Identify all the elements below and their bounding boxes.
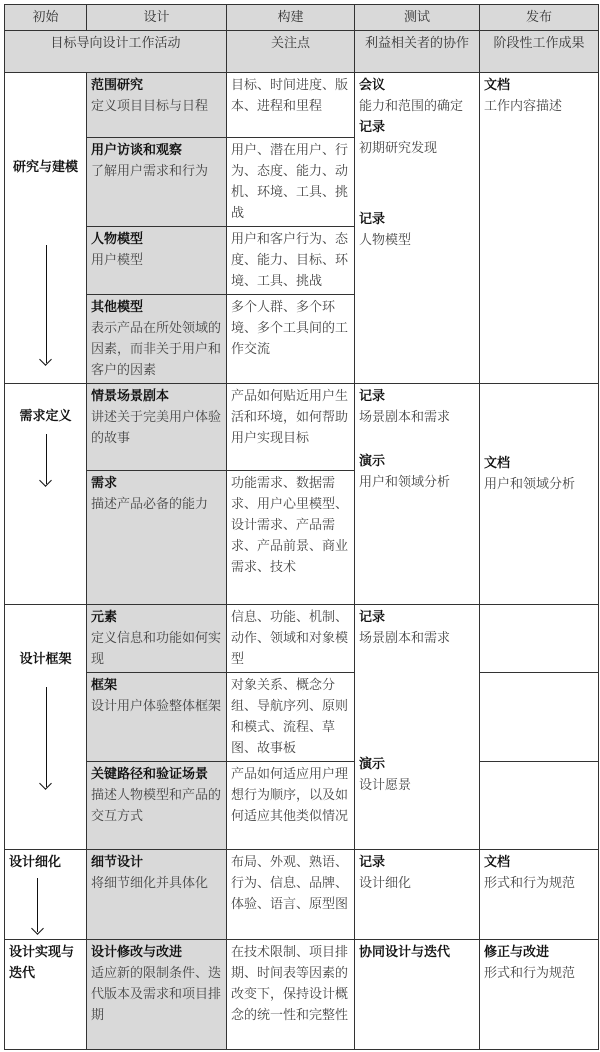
activity-title: 框架 [91,678,118,693]
deliverable-text: 工作内容描述 [484,99,563,114]
activity-desc: 表示产品在所处领域的因素，而非关于用户和客户的因素 [91,321,222,378]
table-row [5,850,599,940]
focus-cell: 产品如何贴近用户生活和环境，如何帮助用户实现目标 [227,384,355,471]
collab-text: 人物模型 [359,233,412,248]
phase-label-cell [5,850,87,940]
column-header: 目标导向设计工作活动 [5,31,227,73]
arrow-down-icon [46,434,47,484]
activity-desc: 了解用户需求和行为 [91,164,209,179]
collaboration-cell [355,850,480,940]
collab-text: 用户和领域分析 [359,475,451,490]
collab-title: 记录 [359,855,386,870]
activity-title: 关键路径和验证场景 [91,767,209,782]
deliverable-cell [480,73,599,384]
table-row [5,762,599,850]
focus-cell: 信息、功能、机制、动作、领域和对象模型 [227,605,355,673]
process-table-part-1 [4,4,599,384]
column-header-row [5,31,599,73]
collab-title: 记录 [359,610,386,625]
phase-label-cell [5,940,87,1050]
focus-cell: 在技术限制、项目排期、时间表等因素的改变下，保持设计概念的统一性和完整性 [227,940,355,1050]
column-header: 利益相关者的协作 [355,31,480,73]
focus-cell: 用户、潜在用户、行为、态度、能力、动机、环境、工具、挑战 [227,138,355,227]
collab-text: 设计愿景 [359,778,412,793]
activity-title: 用户访谈和观察 [91,143,183,158]
activity-desc: 定义信息和功能如何实现 [91,631,222,667]
collab-title: 演示 [359,454,386,469]
collab-text: 初期研究发现 [359,141,438,156]
phase-header: 发布 [480,5,599,31]
activity-desc: 描述产品必备的能力 [91,497,209,512]
focus-cell: 对象关系、概念分组、导航序列、原则和模式、流程、草图、故事板 [227,673,355,762]
phase-label: 设计细化 [9,855,62,870]
table-row [5,673,599,762]
phase-label: 设计实现与迭代 [9,945,75,981]
collab-title: 记录 [359,389,386,404]
table-row [5,384,599,471]
collaboration-cell [355,384,480,605]
activity-title: 范围研究 [91,78,144,93]
activity-desc: 设计用户体验整体框架 [91,699,222,714]
arrow-down-icon [46,245,47,363]
phase-header: 测试 [355,5,480,31]
activity-title: 细节设计 [91,855,144,870]
activity-title: 其他模型 [91,300,144,315]
collab-title: 演示 [359,757,386,772]
activity-title: 人物模型 [91,232,144,247]
activity-desc: 定义项目目标与日程 [91,99,209,114]
phase-label: 设计框架 [19,652,72,667]
deliverable-title: 文档 [484,78,511,93]
activity-desc: 适应新的限制条件、迭代版本及需求和项目排期 [91,966,222,1023]
deliverable-cell-empty [480,762,599,850]
focus-cell: 布局、外观、熟语、行为、信息、品牌、体验、语言、原型图 [227,850,355,940]
column-header: 关注点 [227,31,355,73]
collaboration-cell [355,940,480,1050]
phase-label-cell [5,73,87,384]
focus-cell: 功能需求、数据需求、用户心里模型、设计需求、产品需求、产品前景、商业需求、技术 [227,471,355,605]
collab-title: 记录 [359,212,386,227]
collab-text: 场景剧本和需求 [359,631,451,646]
process-table-part-2 [4,383,599,1050]
activity-title: 设计修改与改进 [91,945,183,960]
deliverable-cell [480,940,599,1050]
focus-cell: 产品如何适应用户理想行为顺序，以及如何适应其他类似情况 [227,762,355,850]
deliverable-title: 文档 [484,855,511,870]
collab-text: 场景剧本和需求 [359,410,451,425]
phase-header: 构建 [227,5,355,31]
collaboration-cell [355,605,480,850]
table-row [5,73,599,138]
deliverable-text: 形式和行为规范 [484,966,576,981]
activity-title: 情景场景剧本 [91,389,170,404]
arrow-down-icon [37,878,38,932]
phase-header: 设计 [87,5,227,31]
collab-text: 设计细化 [359,876,412,891]
focus-cell: 用户和客户行为、态度、能力、目标、环境、工具、挑战 [227,227,355,295]
collab-text: 能力和范围的确定 [359,99,464,114]
activity-title: 元素 [91,610,118,625]
focus-cell: 多个人群、多个环境、多个工具间的工作交流 [227,295,355,384]
phase-label-cell [5,605,87,850]
collaboration-cell [355,73,480,384]
table-row [5,605,599,673]
collab-title: 协同设计与迭代 [359,945,451,960]
activity-desc: 用户模型 [91,253,144,268]
focus-cell: 目标、时间进度、版本、进程和里程 [227,73,355,138]
arrow-down-icon [46,687,47,787]
phase-label-cell [5,384,87,605]
deliverable-cell-empty [480,605,599,673]
activity-desc: 将细节细化并具体化 [91,876,209,891]
collab-title: 会议 [359,78,386,93]
deliverable-cell-empty [480,673,599,762]
deliverable-title: 文档 [484,456,511,471]
deliverable-cell [480,384,599,605]
phase-label: 研究与建模 [12,160,78,175]
column-header: 阶段性工作成果 [480,31,599,73]
deliverable-text: 用户和领域分析 [484,477,576,492]
phase-header-row [5,5,599,31]
deliverable-title: 修正与改进 [484,945,550,960]
phase-header: 初始 [5,5,87,31]
phase-label: 需求定义 [19,409,72,424]
table-row [5,940,599,1050]
activity-title: 需求 [91,476,118,491]
activity-desc: 讲述关于完美用户体验的故事 [91,410,222,446]
deliverable-cell [480,850,599,940]
collab-title: 记录 [359,120,386,135]
deliverable-text: 形式和行为规范 [484,876,576,891]
activity-desc: 描述人物模型和产品的交互方式 [91,788,222,824]
